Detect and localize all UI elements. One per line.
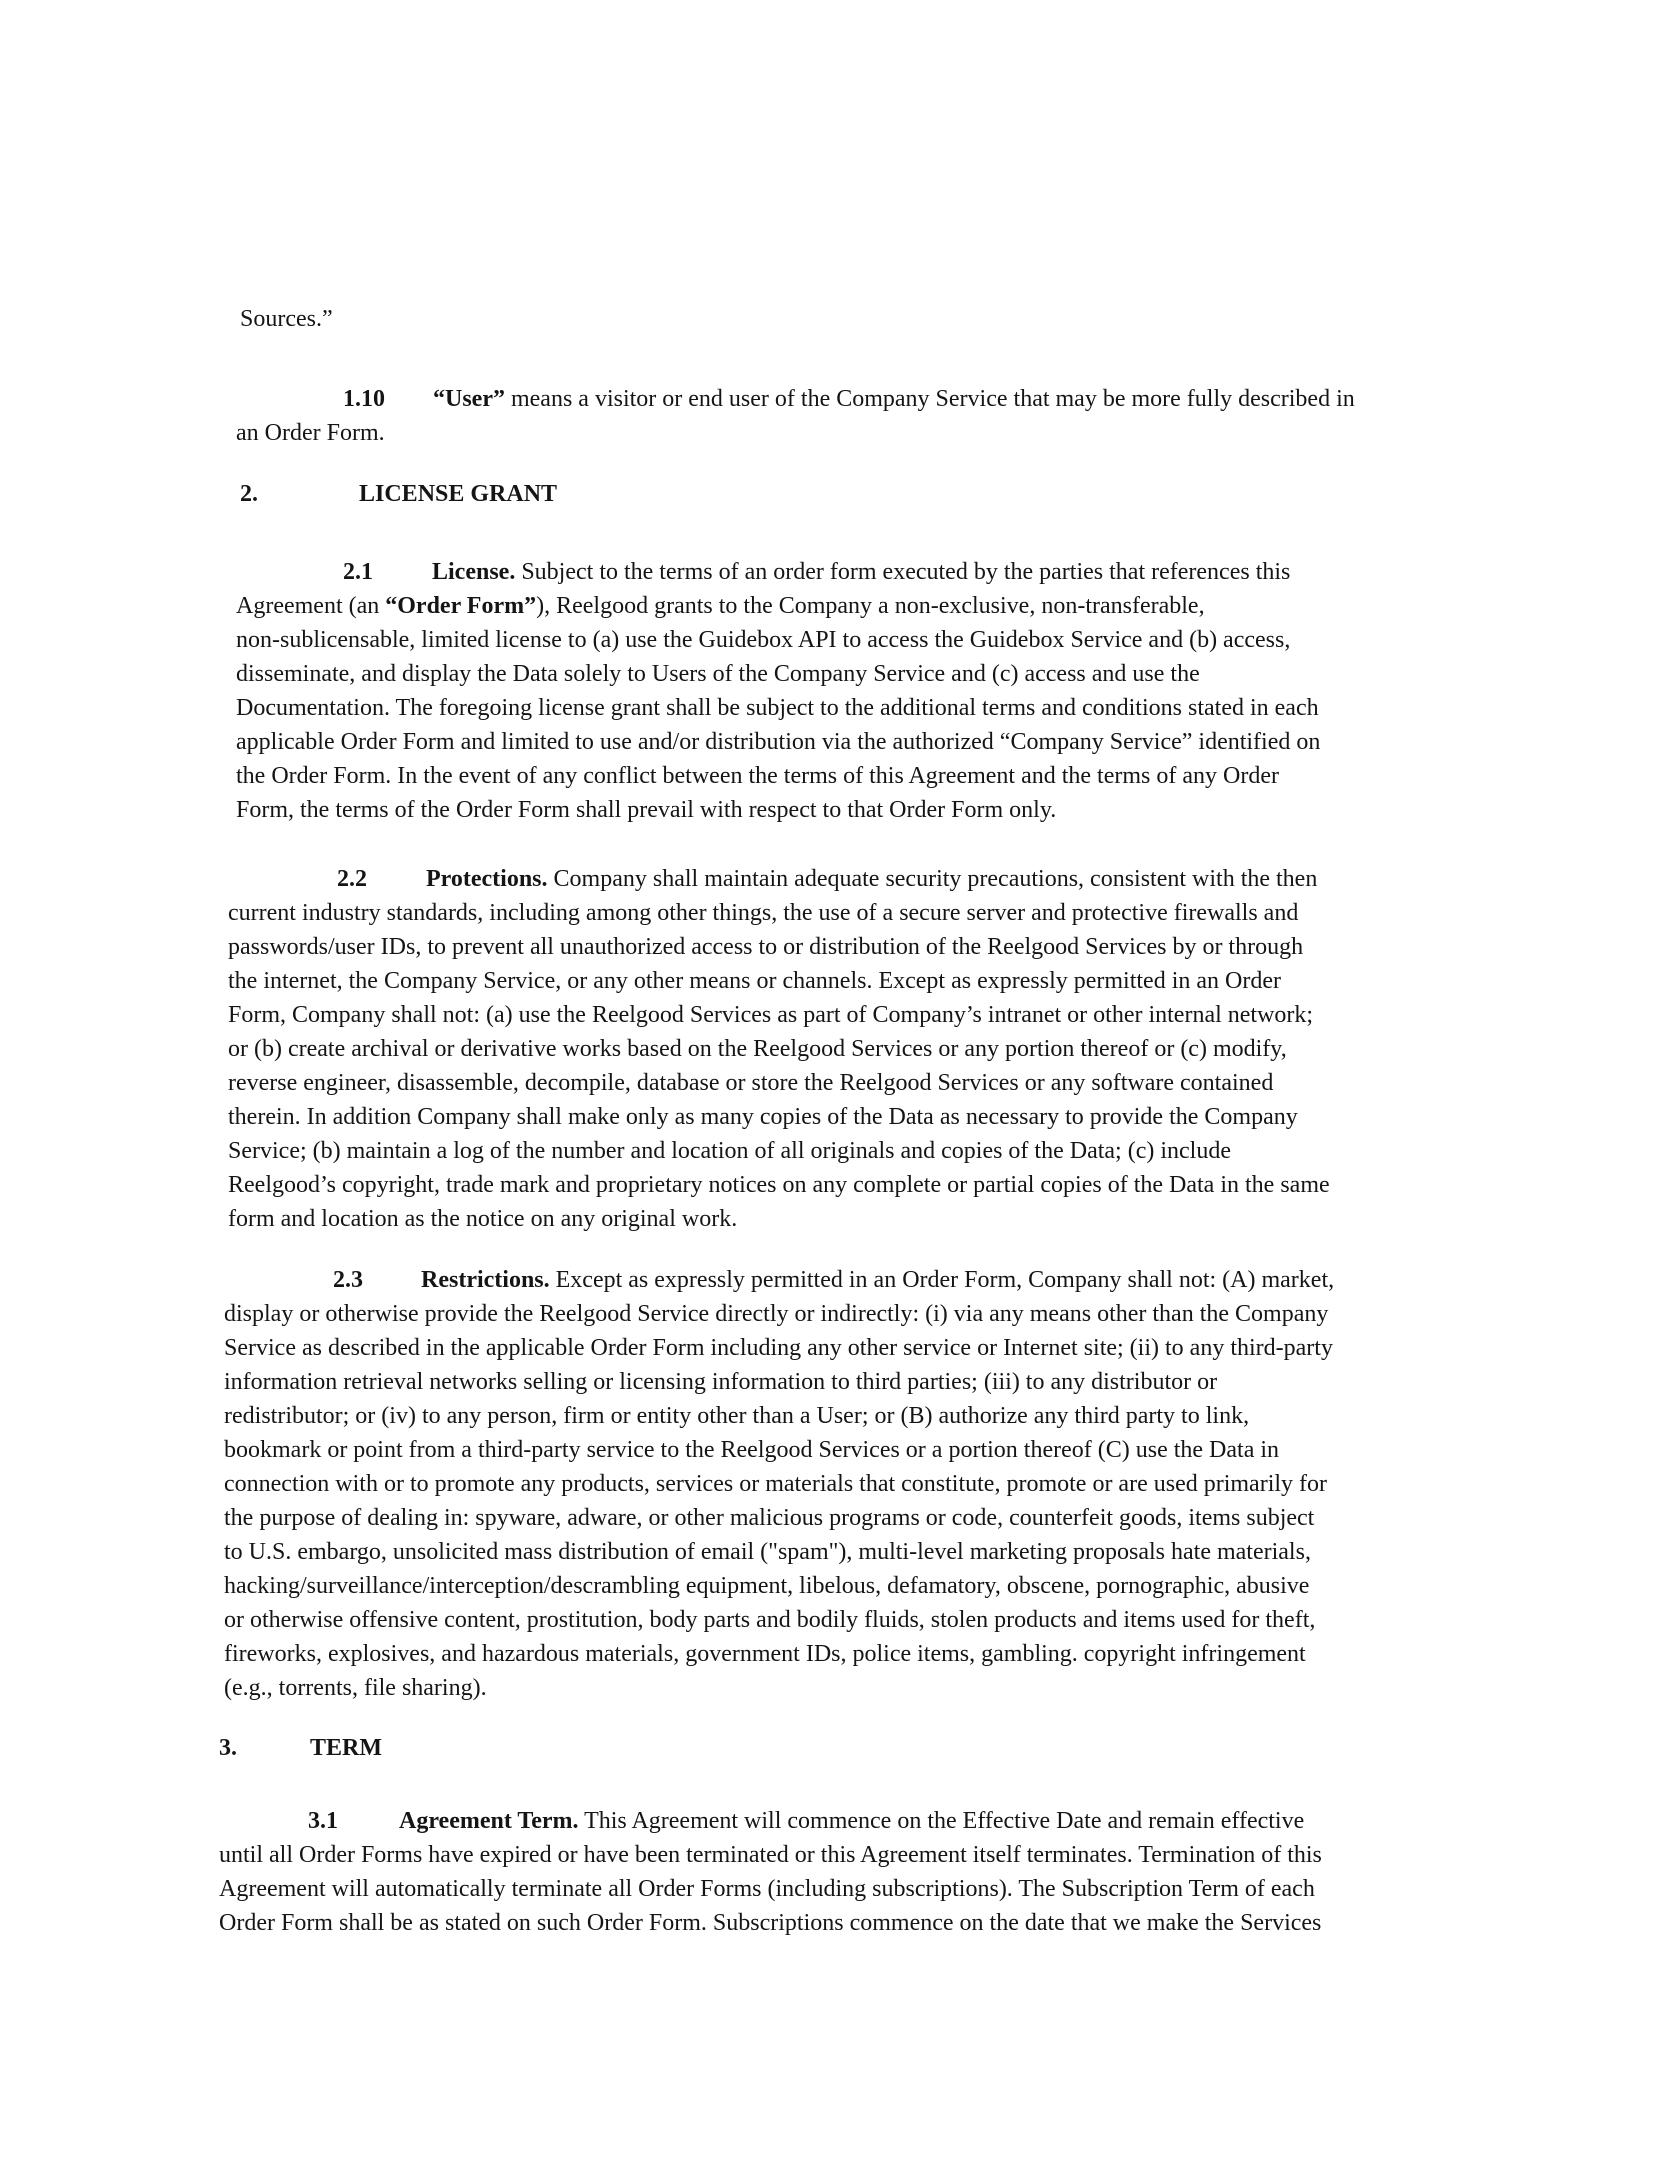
clause-title: “User”	[433, 386, 505, 412]
line-text: Service as described in the applicable Order Form including any other service or Internet site; (ii) to any third-party	[224, 1335, 1333, 1361]
text-line	[228, 896, 1330, 930]
line-text: form and location as the notice on any original work.	[228, 1206, 738, 1232]
line-text: or otherwise offensive content, prostitution, body parts and bodily fluids, stolen products and items used for theft,	[224, 1607, 1316, 1633]
line-text: reverse engineer, disassemble, decompile, database or store the Reelgood Services or any software contained	[228, 1070, 1274, 1096]
clause-3-1-agreement-term	[219, 1804, 1322, 1940]
line-text: the Order Form. In the event of any conflict between the terms of this Agreement and the terms of any Order	[236, 763, 1279, 789]
text-line	[228, 1066, 1330, 1100]
line-text: fireworks, explosives, and hazardous materials, government IDs, police items, gambling. copyright infringement	[224, 1641, 1306, 1667]
text-line	[236, 589, 1320, 623]
text-line	[228, 930, 1330, 964]
line-text: or (b) create archival or derivative works based on the Reelgood Services or any portion thereof or (c) modify,	[228, 1036, 1287, 1062]
line-text: Form, Company shall not: (a) use the Reelgood Services as part of Company’s intranet or other internal network;	[228, 1002, 1314, 1028]
line-text: disseminate, and display the Data solely to Users of the Company Service and (c) access and use the	[236, 661, 1200, 687]
clause-title: Restrictions.	[421, 1267, 550, 1293]
text-line	[228, 1168, 1330, 1202]
line-text: non-sublicensable, limited license to (a) use the Guidebox API to access the Guidebox Service and (b) access,	[236, 627, 1291, 653]
line-text: hacking/surveillance/interception/descrambling equipment, libelous, defamatory, obscene, pornographic, abusive	[224, 1573, 1310, 1599]
clause-number: 3.1	[308, 1808, 338, 1834]
defined-term: “Order Form”	[385, 593, 537, 619]
text-line	[236, 725, 1320, 759]
line-text: to U.S. embargo, unsolicited mass distribution of email ("spam"), multi-level marketing proposals hate materials,	[224, 1539, 1311, 1565]
text-line	[236, 416, 1355, 450]
line-text: Reelgood’s copyright, trade mark and proprietary notices on any complete or partial copies of the Data in the same	[228, 1172, 1330, 1198]
text-line	[224, 1297, 1334, 1331]
text-line	[219, 1804, 1322, 1838]
clause-number: 2.3	[333, 1267, 363, 1293]
text-line	[224, 1331, 1334, 1365]
line-text: Agreement (an	[236, 593, 386, 619]
text-line	[224, 1501, 1334, 1535]
line-text: the purpose of dealing in: spyware, adware, or other malicious programs or code, counterfeit goods, items subject	[224, 1505, 1315, 1531]
line-text: Service; (b) maintain a log of the number and location of all originals and copies of the Data; (c) include	[228, 1138, 1231, 1164]
line-text: therein. In addition Company shall make only as many copies of the Data as necessary to provide the Company	[228, 1104, 1298, 1130]
text-line	[224, 1467, 1334, 1501]
section-3-heading: TERM	[310, 1735, 382, 1761]
text-line	[224, 1365, 1334, 1399]
text-line	[228, 1100, 1330, 1134]
clause-title: Agreement Term.	[399, 1808, 579, 1834]
line-text: bookmark or point from a third-party service to the Reelgood Services or a portion thereof (C) use the Data in	[224, 1437, 1280, 1463]
line-text: Except as expressly permitted in an Order Form, Company shall not: (A) market,	[555, 1267, 1335, 1293]
line-text: Agreement will automatically terminate all Order Forms (including subscriptions). The Subscription Term of each	[219, 1876, 1315, 1902]
clause-number: 1.10	[343, 386, 385, 412]
section-2-heading: LICENSE GRANT	[359, 481, 558, 507]
text-line	[224, 1569, 1334, 1603]
text-line	[224, 1671, 1334, 1705]
text-line	[236, 691, 1320, 725]
text-line	[236, 623, 1320, 657]
text-line	[236, 657, 1320, 691]
text-line	[219, 1872, 1322, 1906]
line-text: Documentation. The foregoing license grant shall be subject to the additional terms and conditions stated in each	[236, 695, 1319, 721]
section-2-number: 2.	[240, 481, 258, 507]
line-text: the internet, the Company Service, or any other means or channels. Except as expressly permitted in an Order	[228, 968, 1281, 994]
text-line	[224, 1603, 1334, 1637]
line-text: current industry standards, including among other things, the use of a secure server and protective firewalls and	[228, 900, 1299, 926]
text-line	[228, 1134, 1330, 1168]
text-line	[236, 555, 1320, 589]
text-line	[236, 382, 1355, 416]
text-line	[236, 759, 1320, 793]
text-line	[228, 1032, 1330, 1066]
clause-2-2-protections	[228, 862, 1330, 1236]
line-text: ), Reelgood grants to the Company a non-exclusive, non-transferable,	[536, 593, 1205, 619]
line-text: until all Order Forms have expired or have been terminated or this Agreement itself terminates. Termination of this	[219, 1842, 1322, 1868]
section-3-number: 3.	[219, 1735, 237, 1761]
continuation-text: Sources.”	[240, 306, 333, 332]
line-text: means a visitor or end user of the Company Service that may be more fully described in	[510, 386, 1355, 412]
line-text: This Agreement will commence on the Effective Date and remain effective	[584, 1808, 1305, 1834]
text-line	[228, 964, 1330, 998]
line-text: passwords/user IDs, to prevent all unauthorized access to or distribution of the Reelgood Services by or through	[228, 934, 1304, 960]
text-line	[228, 862, 1330, 896]
clause-2-1-license	[236, 555, 1320, 827]
text-line	[224, 1535, 1334, 1569]
text-line	[224, 1433, 1334, 1467]
line-text: information retrieval networks selling or licensing information to third parties; (iii) to any distributor or	[224, 1369, 1218, 1395]
text-line	[224, 1399, 1334, 1433]
clause-title: Protections.	[426, 866, 548, 892]
clause-title: License.	[432, 559, 516, 585]
line-text: redistributor; or (iv) to any person, firm or entity other than a User; or (B) authorize any third party to link,	[224, 1403, 1250, 1429]
line-text: Form, the terms of the Order Form shall prevail with respect to that Order Form only.	[236, 797, 1057, 823]
text-line	[228, 998, 1330, 1032]
clause-number: 2.2	[337, 866, 367, 892]
line-text: Order Form shall be as stated on such Order Form. Subscriptions commence on the date that we make the Services	[219, 1910, 1322, 1936]
text-line	[224, 1637, 1334, 1671]
text-line	[219, 1906, 1322, 1940]
definition-1-10	[236, 382, 1355, 450]
text-line	[228, 1202, 1330, 1236]
clause-number: 2.1	[343, 559, 373, 585]
line-text: Company shall maintain adequate security precautions, consistent with the then	[553, 866, 1318, 892]
line-text: applicable Order Form and limited to use and/or distribution via the authorized “Company Service” identified on	[236, 729, 1321, 755]
line-text: (e.g., torrents, file sharing).	[224, 1675, 487, 1701]
line-text: an Order Form.	[236, 420, 385, 446]
text-line	[236, 793, 1320, 827]
line-text: Subject to the terms of an order form executed by the parties that references this	[521, 559, 1291, 585]
line-text: display or otherwise provide the Reelgood Service directly or indirectly: (i) via any means other than the Company	[224, 1301, 1329, 1327]
text-line	[219, 1838, 1322, 1872]
text-line	[224, 1263, 1334, 1297]
clause-2-3-restrictions	[224, 1263, 1334, 1705]
line-text: connection with or to promote any products, services or materials that constitute, promote or are used primarily for	[224, 1471, 1328, 1497]
